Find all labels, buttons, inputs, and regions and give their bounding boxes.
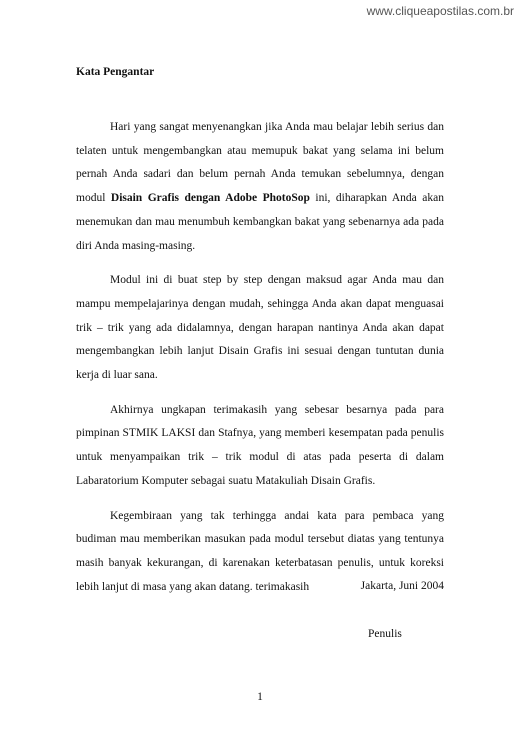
paragraph-4: Kegembiraan yang tak terhingga andai kata para pembaca yang budiman mau memberikan masukan pada modul tersebut diatas yang tentunya masih banyak kekurangan, di karenakan keterbatasan penulis, untuk koreksi lebih lanjut di masa yang akan datang. terimakasih [76, 509, 444, 593]
module-title: Disain Grafis dengan Adobe PhotoSop [110, 192, 310, 205]
place-date: Jakarta, Juni 2004 [360, 580, 444, 592]
author-signature: Penulis [368, 628, 402, 640]
paragraph-1 [76, 116, 444, 258]
paragraph-3: Akhirnya ungkapan terimakasih yang sebesar besarnya pada para pimpinan STMIK LAKSI dan Stafnya, yang memberi kesempatan pada penulis untuk menyampaikan trik – trik modul di atas pada peserta di dalam Labaratorium Komputer sebagai suatu Matakuliah Disain Grafis. [76, 403, 444, 487]
paragraph-1-end: ini, diharapkan Anda akan menemukan dan mau menumbuh kembangkan bakat yang sebenarnya ada pada diri Anda masing-masing. [76, 192, 444, 252]
paragraph-1-start: Hari yang sangat menyenangkan jika Anda mau belajar lebih serius dan telaten untuk mengembangkan atau memupuk bakat yang selama ini belum pernah Anda sadari dan belum pernah Anda temukan sebelumnya, dengan modul [76, 121, 444, 205]
page-title: Kata Pengantar [76, 66, 155, 78]
paragraph-2: Modul ini di buat step by step dengan maksud agar Anda mau dan mampu mempelajarinya dengan mudah, sehingga Anda akan dapat menguasai trik – trik yang ada didalamnya, dengan harapan nantinya Anda akan dapat mengembangkan lebih lanjut Disain Grafis ini sesuai dengan tuntutan dunia kerja di luar sana. [76, 274, 444, 382]
document-body [76, 116, 444, 599]
page-number: 1 [257, 691, 263, 703]
watermark: www.cliqueapostilas.com.br [366, 4, 514, 18]
